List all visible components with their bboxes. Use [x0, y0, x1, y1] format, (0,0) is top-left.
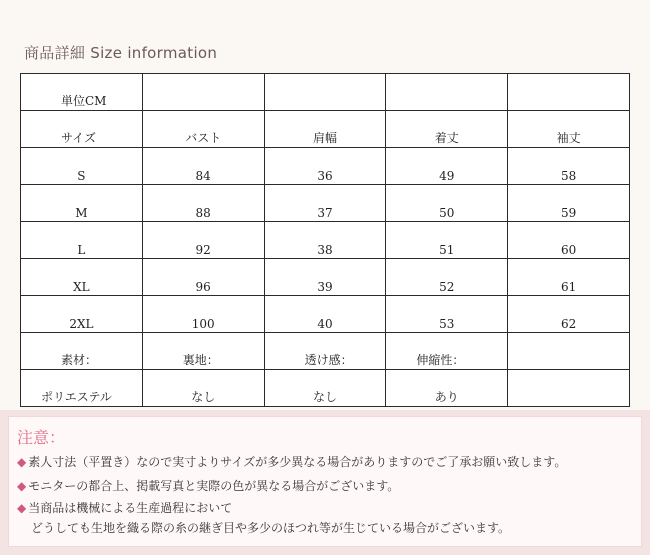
table-cell [386, 74, 508, 111]
length-cell: 52 [386, 259, 508, 296]
shoulder-cell: 38 [264, 222, 386, 259]
note-line [17, 499, 232, 516]
length-cell: 51 [386, 222, 508, 259]
sheerness-value: なし [264, 370, 386, 407]
table-row [21, 148, 630, 185]
notes-title: 注意： [17, 428, 66, 447]
diamond-bullet-icon: ◆ [17, 501, 27, 515]
table-cell [508, 74, 630, 111]
note-text: 素人寸法（平置き）なので実寸よりサイズが多少異なる場合がありますのでご了承お願い致します。 [28, 455, 567, 469]
note-text: モニターの都合上、掲載写真と実際の色が異なる場合がございます。 [28, 479, 400, 493]
material-label: 素材： [21, 333, 143, 370]
diamond-bullet-icon: ◆ [17, 479, 27, 493]
notes-panel [0, 410, 650, 555]
page-title: 商品詳細 Size information [24, 44, 218, 62]
sleeve-cell: 59 [508, 185, 630, 222]
shoulder-cell: 40 [264, 296, 386, 333]
bust-cell: 92 [142, 222, 264, 259]
table-header-row [21, 111, 630, 148]
shoulder-cell: 37 [264, 185, 386, 222]
stretch-value: あり [386, 370, 508, 407]
table-row [21, 74, 630, 111]
lining-label: 裏地： [142, 333, 264, 370]
table-cell [142, 74, 264, 111]
length-cell: 53 [386, 296, 508, 333]
bust-cell: 100 [142, 296, 264, 333]
table-row [21, 185, 630, 222]
sleeve-cell: 60 [508, 222, 630, 259]
bust-cell: 96 [142, 259, 264, 296]
size-cell: L [21, 222, 143, 259]
stretch-label: 伸縮性： [386, 333, 508, 370]
table-cell [264, 74, 386, 111]
sleeve-cell: 58 [508, 148, 630, 185]
size-cell: S [21, 148, 143, 185]
sleeve-cell: 62 [508, 296, 630, 333]
table-cell [508, 333, 630, 370]
size-cell: M [21, 185, 143, 222]
sheerness-label: 透け感： [264, 333, 386, 370]
column-header-sleeve: 袖丈 [508, 111, 630, 148]
table-row [21, 222, 630, 259]
note-line [17, 453, 566, 470]
note-continuation: どうしても生地を織る際の糸の継ぎ目や多少のほつれ等が生じている場合がございます。 [31, 521, 511, 535]
material-value-row [21, 370, 630, 407]
shoulder-cell: 36 [264, 148, 386, 185]
length-cell: 49 [386, 148, 508, 185]
notes-box [8, 416, 642, 547]
note-line [17, 477, 399, 494]
material-label-row [21, 333, 630, 370]
bust-cell: 84 [142, 148, 264, 185]
sleeve-cell: 61 [508, 259, 630, 296]
bust-cell: 88 [142, 185, 264, 222]
column-header-length: 着丈 [386, 111, 508, 148]
length-cell: 50 [386, 185, 508, 222]
size-cell: XL [21, 259, 143, 296]
column-header-size: サイズ [21, 111, 143, 148]
note-text: 当商品は機械による生産過程において [28, 501, 233, 515]
shoulder-cell: 39 [264, 259, 386, 296]
column-header-bust: バスト [142, 111, 264, 148]
column-header-shoulder: 肩幅 [264, 111, 386, 148]
table-row [21, 296, 630, 333]
material-value: ポリエステル [21, 370, 143, 407]
diamond-bullet-icon: ◆ [17, 455, 27, 469]
size-table [20, 73, 630, 407]
size-cell: 2XL [21, 296, 143, 333]
unit-label: 単位CM [21, 74, 143, 111]
lining-value: なし [142, 370, 264, 407]
table-row [21, 259, 630, 296]
table-cell [508, 370, 630, 407]
